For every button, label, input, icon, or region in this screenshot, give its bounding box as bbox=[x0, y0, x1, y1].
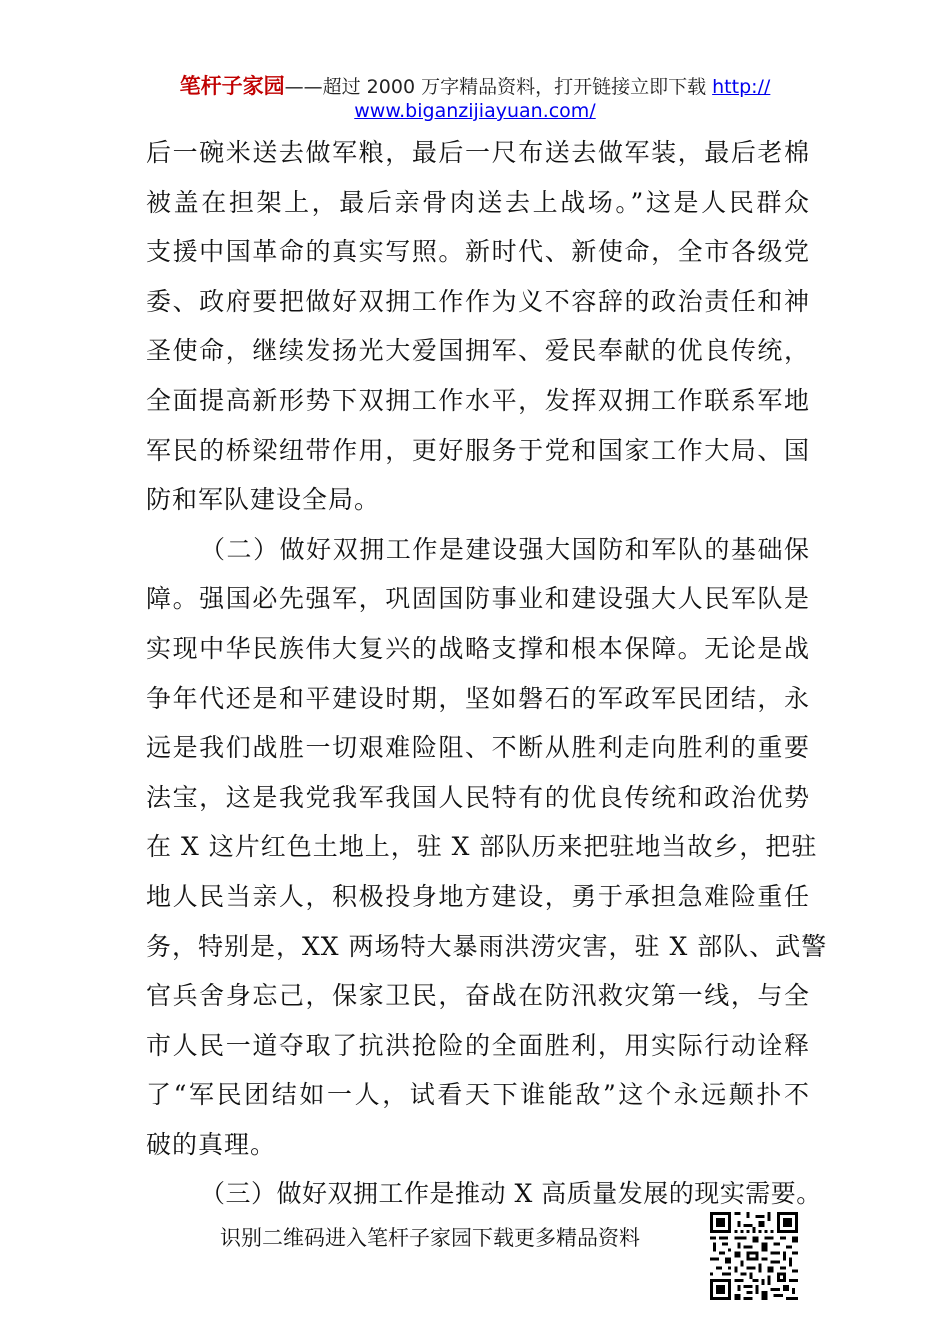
body-line: 地人民当亲人，积极投身地方建设，勇于承担急难险重任 bbox=[146, 881, 810, 911]
header-tagline: ——超过 2000 万字精品资料，打开链接立即下载 bbox=[284, 76, 713, 98]
qr-code-icon[interactable] bbox=[710, 1212, 798, 1300]
footer-text: 识别二维码进入笔杆子家园下载更多精品资料 bbox=[220, 1226, 640, 1250]
brand-name: 笔杆子家园 bbox=[179, 74, 285, 98]
download-link[interactable]: http:// bbox=[712, 76, 771, 98]
section-heading-2: （二）做好双拥工作是建设强大国防和军队的基础保 bbox=[200, 534, 810, 564]
body-line: 破的真理。 bbox=[146, 1129, 277, 1159]
page-header bbox=[0, 74, 950, 123]
body-line: 了“军民团结如一人，试看天下谁能敌”这个永远颠扑不 bbox=[146, 1080, 810, 1110]
body-line: 圣使命，继续发扬光大爱国拥军、爱民奉献的优良传统， bbox=[146, 336, 810, 366]
body-line: 争年代还是和平建设时期，坚如磐石的军政军民团结，永 bbox=[146, 683, 810, 713]
body-line: 防和军队建设全局。 bbox=[146, 485, 381, 515]
body-line: 务，特别是，XX 两场特大暴雨洪涝灾害，驻 X 部队、武警 bbox=[146, 931, 828, 961]
body-line: 军民的桥梁纽带作用，更好服务于党和国家工作大局、国 bbox=[146, 435, 810, 465]
body-line: 支援中国革命的真实写照。新时代、新使命，全市各级党 bbox=[146, 237, 810, 267]
body-line: 远是我们战胜一切艰难险阻、不断从胜利走向胜利的重要 bbox=[146, 733, 810, 763]
document-body bbox=[146, 128, 828, 1219]
body-line: 在 X 这片红色土地上，驻 X 部队历来把驻地当故乡，把驻 bbox=[146, 832, 818, 862]
body-line: 全面提高新形势下双拥工作水平，发挥双拥工作联系军地 bbox=[146, 385, 810, 415]
body-line: 市人民一道夺取了抗洪抢险的全面胜利，用实际行动诠释 bbox=[146, 1030, 810, 1060]
body-line: 实现中华民族伟大复兴的战略支撑和根本保障。无论是战 bbox=[146, 633, 810, 663]
body-line: 被盖在担架上，最后亲骨肉送去上战场。”这是人民群众 bbox=[146, 187, 810, 217]
download-link-url[interactable]: www.biganzijiayuan.com/ bbox=[354, 100, 596, 122]
body-line: 委、政府要把做好双拥工作作为义不容辞的政治责任和神 bbox=[146, 286, 810, 316]
body-line: 官兵舍身忘己，保家卫民，奋战在防汛救灾第一线，与全 bbox=[146, 981, 810, 1011]
body-line: 法宝，这是我党我军我国人民特有的优良传统和政治优势 bbox=[146, 782, 810, 812]
section-heading-3: （三）做好双拥工作是推动 X 高质量发展的现实需要。 bbox=[200, 1179, 822, 1209]
body-line: 后一碗米送去做军粮，最后一尺布送去做军装，最后老棉 bbox=[146, 138, 810, 167]
body-line: 障。强国必先强军，巩固国防事业和建设强大人民军队是 bbox=[146, 584, 810, 614]
